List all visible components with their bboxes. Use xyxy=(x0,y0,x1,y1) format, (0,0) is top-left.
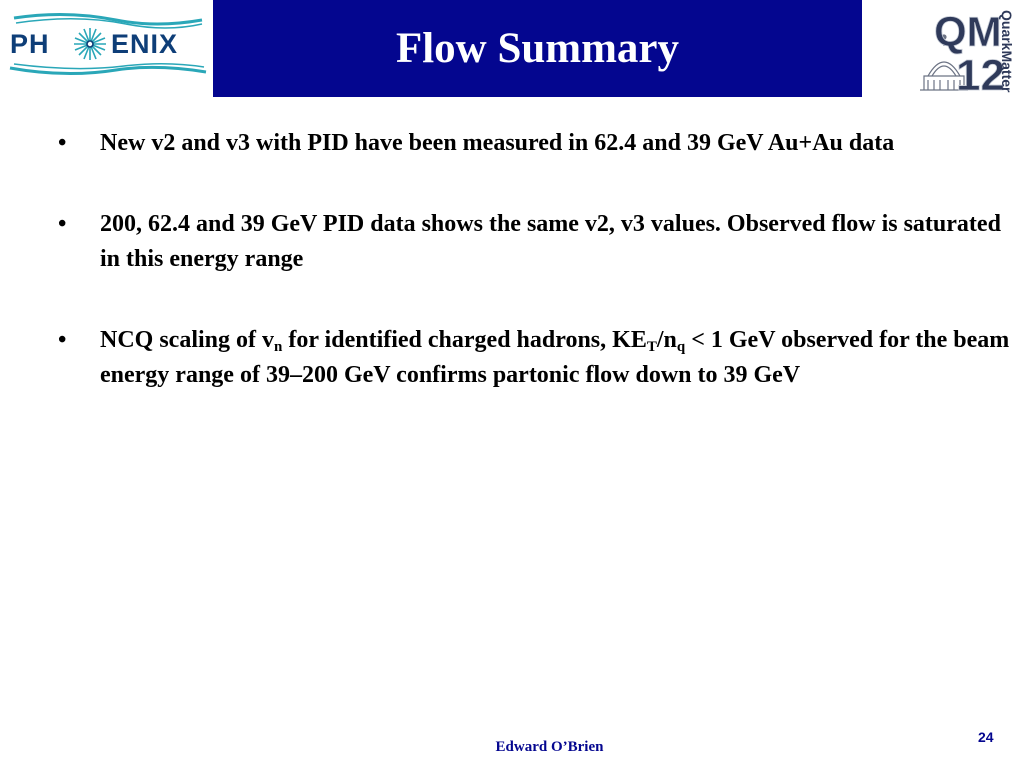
qm-logo-side-text: QuarkMatter xyxy=(999,10,1014,93)
title-banner xyxy=(213,0,862,97)
slide-title: Flow Summary xyxy=(395,25,680,72)
bullet-marker: • xyxy=(58,211,67,237)
page-number: 24 xyxy=(978,729,994,745)
bullet-item xyxy=(58,126,1018,161)
bullet-list xyxy=(58,126,1018,393)
bullet-text: < 1 GeV observed for the beam energy range of 39–200 GeV confirms partonic flow down to 39 GeV xyxy=(100,327,1010,388)
bullet-text: New v2 and v3 with PID have been measured in 62.4 and 39 GeV Au+Au data xyxy=(100,130,895,156)
bullet-item xyxy=(58,207,1018,277)
bullet-text: NCQ scaling of v xyxy=(100,327,274,353)
quark-matter-logo xyxy=(914,4,1014,96)
quark-matter-logo-graphic xyxy=(914,4,1014,96)
subscript-n: n xyxy=(274,339,283,355)
phenix-logo-text-left: PH xyxy=(10,29,50,59)
bullet-item xyxy=(58,323,1018,393)
bullet-marker: • xyxy=(58,327,67,353)
bullet-marker: • xyxy=(58,130,67,156)
bullet-text: for identified charged hadrons, KE xyxy=(282,327,647,353)
starburst-icon xyxy=(74,28,106,60)
phenix-logo-text-right: ENIX xyxy=(111,29,179,59)
qm-logo-text: QM xyxy=(934,8,1002,55)
footer-author: Edward O’Brien xyxy=(495,739,604,755)
phenix-logo-graphic xyxy=(6,6,208,90)
phenix-logo xyxy=(6,6,208,90)
bullet-text: 200, 62.4 and 39 GeV PID data shows the same v2, v3 values. Observed flow is saturated in this energy range xyxy=(100,211,1001,272)
subscript-q: q xyxy=(676,339,686,355)
subscript-t: T xyxy=(646,339,657,355)
bullet-text: /n xyxy=(656,327,677,353)
qm-logo-year: 12 xyxy=(956,51,1005,96)
